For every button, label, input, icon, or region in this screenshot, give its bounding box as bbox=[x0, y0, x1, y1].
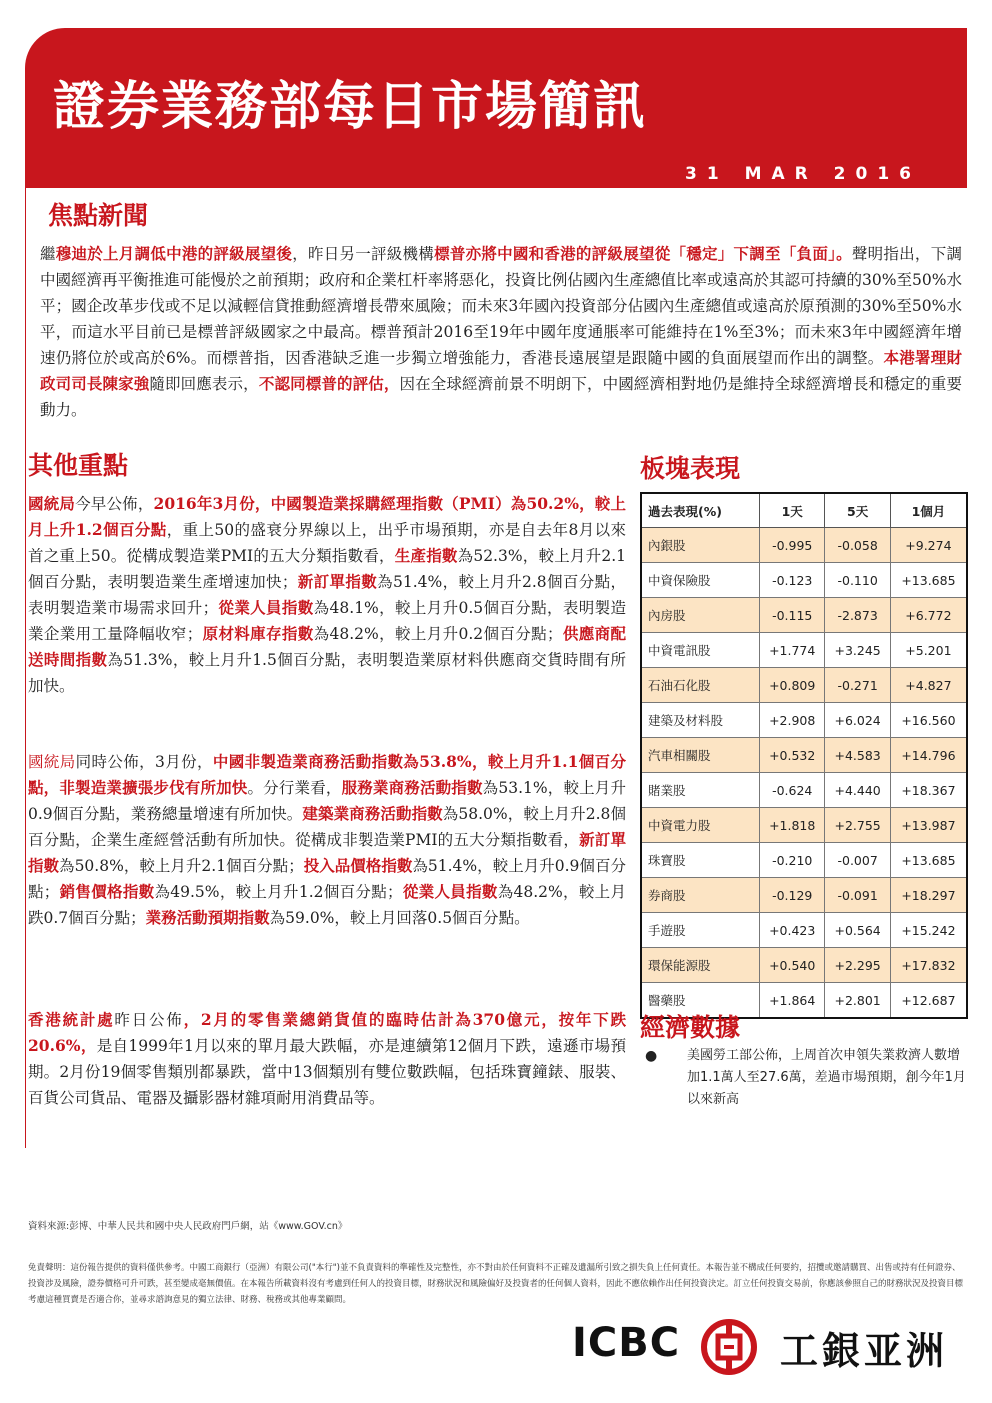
one-day-cell: -0.123 bbox=[760, 563, 825, 598]
table-row bbox=[641, 878, 967, 913]
highlight-text: 服務業商務活動指數 bbox=[341, 778, 483, 797]
logo-text-cn: 工銀亚洲 bbox=[780, 1329, 949, 1373]
body-text: 今早公佈， bbox=[75, 495, 154, 513]
body-text: ，重上50的盛衰分界線以上，出乎市場預期，亦是自去年8月以來首之重上50。從構成製造業PMI的五大分類指數看， bbox=[28, 521, 627, 565]
highlight-text: 銷售價格指數 bbox=[59, 882, 155, 901]
table-row bbox=[641, 633, 967, 668]
body-text: 隨即回應表示， bbox=[149, 375, 259, 393]
sector-name-cell: 中資電訊股 bbox=[641, 633, 760, 668]
sector-name-cell: 醫藥股 bbox=[641, 983, 760, 1019]
economic-data-title: 經濟數據 bbox=[640, 1013, 741, 1042]
five-day-cell: -0.058 bbox=[825, 528, 890, 563]
five-day-cell: +2.295 bbox=[825, 948, 890, 983]
one-day-cell: +1.818 bbox=[760, 808, 825, 843]
table-row bbox=[641, 703, 967, 738]
sector-performance-table bbox=[640, 492, 968, 1019]
sector-name-cell: 建築及材料股 bbox=[641, 703, 760, 738]
one-day-cell: -0.115 bbox=[760, 598, 825, 633]
pmi-paragraph bbox=[28, 491, 626, 699]
icbc-logo bbox=[572, 1318, 967, 1378]
source-name: 國統局 bbox=[28, 753, 76, 771]
one-day-cell: +0.532 bbox=[760, 738, 825, 773]
body-text: 是自1999年1月以來的單月最大跌幅，亦是連續第12個月下跌，遠遜市場預期。2月份19個零售類別都暴跌，當中13個類別有雙位數跌幅，包括珠寶鐘錶、服裝、百貨公司貨品、電器及攝影器材雜項耐用消費品等。 bbox=[28, 1037, 626, 1107]
body-text: 為51.4%，較上月升0.9個百分點； bbox=[28, 857, 626, 901]
data-source: 資料來源:彭博、中華人民共和國中央人民政府門戶網，站《www.GOV.cn》 bbox=[28, 1221, 348, 1232]
header-banner bbox=[25, 28, 967, 188]
focus-news-paragraph bbox=[40, 241, 962, 423]
highlight-text: 投入品價格指數 bbox=[303, 856, 413, 875]
body-text: 為52.3%，較上月升2.1個百分點，表明製造業生產增速加快； bbox=[28, 547, 626, 591]
one-day-cell: +1.864 bbox=[760, 983, 825, 1019]
one-day-cell: +1.774 bbox=[760, 633, 825, 668]
five-day-cell: +3.245 bbox=[825, 633, 890, 668]
retail-sales-paragraph bbox=[28, 1007, 626, 1111]
sector-name-cell: 環保能源股 bbox=[641, 948, 760, 983]
one-month-cell: +13.685 bbox=[890, 563, 967, 598]
body-text: ，昨日另一評級機構 bbox=[292, 245, 435, 263]
one-day-cell: -0.210 bbox=[760, 843, 825, 878]
sector-name-cell: 珠寶股 bbox=[641, 843, 760, 878]
five-day-cell: +6.024 bbox=[825, 703, 890, 738]
non-manufacturing-paragraph bbox=[28, 749, 626, 931]
body-text: 為48.2%，較上月升0.2個百分點； bbox=[313, 625, 563, 643]
highlight-text: 本港署理財政司司長陳家強 bbox=[40, 348, 962, 393]
one-month-cell: +5.201 bbox=[890, 633, 967, 668]
table-header-row bbox=[641, 493, 967, 528]
table-row bbox=[641, 773, 967, 808]
table-row bbox=[641, 528, 967, 563]
highlight-text: 從業人員指數 bbox=[218, 598, 314, 617]
column-header: 5天 bbox=[825, 493, 890, 528]
one-day-cell: +0.809 bbox=[760, 668, 825, 703]
body-text: 為51.4%，較上月升2.8個百分點，表明製造業市場需求回升； bbox=[28, 573, 626, 617]
one-month-cell: +18.297 bbox=[890, 878, 967, 913]
five-day-cell: -0.007 bbox=[825, 843, 890, 878]
disclaimer: 免責聲明：這份報告提供的資料僅供參考。中國工商銀行（亞洲）有限公司("本行")並不負責資料的準確性及完整性，亦不對由於任何資料不正確及遺漏所引致之損失負上任何責任。本報告並不構成任何要約，招攬或邀請購買、出售或持有任何證券、投資涉及風險，證券價格可升可跌，甚至變成毫無價值。在本報告所載資料沒有考慮到任何人的投資目標，財務狀況和風險偏好及投資者的任何個人資料，因此不應依賴作出任何投資決定。訂立任何投資交易前，你應該參照自己的財務狀況及投資目標考慮這種買賣是否適合你，並尋求諮詢意見的獨立法律、財務、稅務或其他專業顧問。 bbox=[28, 1263, 964, 1305]
column-header: 過去表現(%) bbox=[641, 493, 760, 528]
body-text: 為48.1%，較上月升0.5個百分點，表明製造業企業用工量降幅收窄； bbox=[28, 599, 626, 643]
highlight-text: 新訂單指數 bbox=[28, 830, 626, 875]
body-text: 為58.0%，較上月升2.8個百分點，企業生產經營活動有所加快。從構成非製造業PMI的五大分類指數看， bbox=[28, 805, 626, 849]
table-row bbox=[641, 808, 967, 843]
other-highlights-title: 其他重點 bbox=[28, 451, 129, 480]
focus-news-title: 焦點新聞 bbox=[48, 201, 149, 230]
one-month-cell: +15.242 bbox=[890, 913, 967, 948]
table-row bbox=[641, 668, 967, 703]
highlight-text: 香港統計處 bbox=[28, 1010, 115, 1029]
sector-name-cell: 券商股 bbox=[641, 878, 760, 913]
table-row bbox=[641, 843, 967, 878]
five-day-cell: -0.271 bbox=[825, 668, 890, 703]
table-row bbox=[641, 913, 967, 948]
table-row bbox=[641, 563, 967, 598]
left-rule bbox=[25, 188, 26, 1148]
one-month-cell: +16.560 bbox=[890, 703, 967, 738]
five-day-cell: +4.440 bbox=[825, 773, 890, 808]
highlight-text: 標普亦將中國和香港的評級展望從「穩定」下調至「負面」。 bbox=[434, 244, 852, 263]
highlight-text: 建築業商務活動指數 bbox=[302, 804, 443, 823]
body-text: 繼 bbox=[40, 245, 56, 263]
body-text: 為50.8%，較上月升2.1個百分點； bbox=[59, 857, 304, 875]
table-row bbox=[641, 738, 967, 773]
body-text: 為53.1%，較上月升0.9個百分點，業務總量增速有所加快。 bbox=[28, 779, 626, 823]
five-day-cell: +4.583 bbox=[825, 738, 890, 773]
one-month-cell: +4.827 bbox=[890, 668, 967, 703]
sector-name-cell: 內房股 bbox=[641, 598, 760, 633]
one-day-cell: +2.908 bbox=[760, 703, 825, 738]
highlight-text: 供應商配送時間指數 bbox=[28, 624, 626, 669]
report-date: 31 MAR 2016 bbox=[685, 164, 921, 184]
sector-name-cell: 石油石化股 bbox=[641, 668, 760, 703]
one-month-cell: +13.987 bbox=[890, 808, 967, 843]
one-day-cell: -0.995 bbox=[760, 528, 825, 563]
highlight-text: 新訂單指數 bbox=[297, 572, 378, 591]
body-text: 同時公佈，3月份， bbox=[75, 753, 213, 771]
one-month-cell: +18.367 bbox=[890, 773, 967, 808]
five-day-cell: +0.564 bbox=[825, 913, 890, 948]
sector-name-cell: 中資電力股 bbox=[641, 808, 760, 843]
sector-name-cell: 手遊股 bbox=[641, 913, 760, 948]
column-header: 1個月 bbox=[890, 493, 967, 528]
highlight-text: 國統局 bbox=[28, 494, 76, 513]
body-text: 。分行業看， bbox=[247, 779, 342, 797]
body-text: 因在全球經濟前景不明朗下，中國經濟相對地仍是維持全球經濟增長和穩定的重要動力。 bbox=[40, 375, 962, 419]
icbc-emblem-icon bbox=[700, 1318, 758, 1376]
page-title: 證券業務部每日市場簡訊 bbox=[53, 77, 648, 137]
highlight-text: 穆迪於上月調低中港的評級展望後 bbox=[55, 244, 293, 263]
sector-performance-title: 板塊表現 bbox=[640, 454, 741, 483]
five-day-cell: -2.873 bbox=[825, 598, 890, 633]
body-text: 為49.5%，較上月升1.2個百分點； bbox=[154, 883, 403, 901]
five-day-cell: -0.091 bbox=[825, 878, 890, 913]
highlight-text: 業務活動預期指數 bbox=[145, 908, 270, 927]
five-day-cell: -0.110 bbox=[825, 563, 890, 598]
table-row bbox=[641, 948, 967, 983]
highlight-text: 從業人員指數 bbox=[402, 882, 498, 901]
body-text: 為51.3%，較上月升1.5個百分點，表明製造業原材料供應商交貨時間有所加快。 bbox=[28, 651, 626, 695]
sector-name-cell: 汽車相關股 bbox=[641, 738, 760, 773]
highlight-text: 生產指數 bbox=[394, 546, 458, 565]
one-day-cell: +0.540 bbox=[760, 948, 825, 983]
sector-name-cell: 內銀股 bbox=[641, 528, 760, 563]
economic-data-text: 美國勞工部公佈，上周首次申領失業救濟人數增加1.1萬人至27.6萬，差過市場預期，創今年1月以來新高 bbox=[687, 1048, 966, 1107]
highlight-text: ，2月的零售業總銷貨值的臨時估計為370億元，按年下跌20.6%， bbox=[28, 1010, 626, 1055]
table-row bbox=[641, 598, 967, 633]
body-text: 聲明指出，下調中國經濟再平衡推進可能慢於之前預期；政府和企業杠杆率將惡化，投資比例佔國內生產總值比率或遠高於其認可持續的30%至50%水平；國企改革步伐或不足以減輕信貸推動經濟增長帶來風險；而未來3年國內投資部分佔國內生產總值或遠高於原預測的30%至50%水平，而這水平目前已是標普評級國家之中最高。標普預計2016至19年中國年度通脹率可能維持在1%至3%；而未來3年中國經濟年增速仍將位於或高於6%。而標普指，因香港缺乏進一步獨立增強能力，香港長遠展望是跟隨中國的負面展望而作出的調整。 bbox=[40, 245, 962, 367]
highlight-text: 2016年3月份，中國製造業採購經理指數（PMI）為50.2%，較上月上升1.2個百分點 bbox=[28, 494, 626, 539]
sector-name-cell: 中資保險股 bbox=[641, 563, 760, 598]
logo-text-en: ICBC bbox=[572, 1320, 681, 1366]
one-month-cell: +9.274 bbox=[890, 528, 967, 563]
body-text: 為59.0%，較上月回落0.5個百分點。 bbox=[269, 909, 530, 927]
one-month-cell: +17.832 bbox=[890, 948, 967, 983]
highlight-text: 原材料庫存指數 bbox=[202, 624, 314, 643]
highlight-text: 不認同標普的評估， bbox=[258, 374, 400, 393]
five-day-cell: +2.755 bbox=[825, 808, 890, 843]
one-month-cell: +12.687 bbox=[890, 983, 967, 1019]
one-month-cell: +14.796 bbox=[890, 738, 967, 773]
body-text: 昨日公佈 bbox=[114, 1011, 184, 1029]
one-day-cell: -0.624 bbox=[760, 773, 825, 808]
one-day-cell: +0.423 bbox=[760, 913, 825, 948]
one-month-cell: +6.772 bbox=[890, 598, 967, 633]
sector-name-cell: 賭業股 bbox=[641, 773, 760, 808]
body-text: 為48.2%，較上月跌0.7個百分點； bbox=[28, 883, 626, 927]
highlight-text: 中國非製造業商務活動指數為53.8%，較上月升1.1個百分點，非製造業擴張步伐有所加快 bbox=[28, 752, 626, 797]
five-day-cell: +2.801 bbox=[825, 983, 890, 1019]
column-header: 1天 bbox=[760, 493, 825, 528]
bullet-icon: ● bbox=[645, 1048, 658, 1064]
one-day-cell: -0.129 bbox=[760, 878, 825, 913]
one-month-cell: +13.685 bbox=[890, 843, 967, 878]
